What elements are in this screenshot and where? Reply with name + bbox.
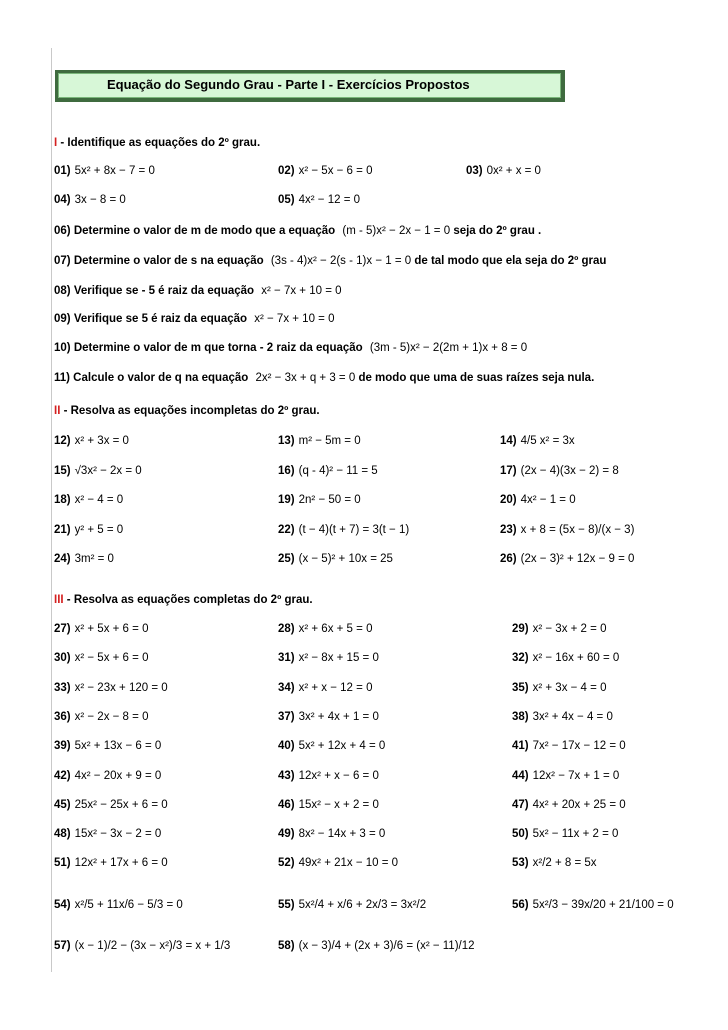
- equation: 5x² − 11x + 2 = 0: [532, 828, 619, 841]
- exercise-item: [278, 682, 372, 694]
- equation: x² + x − 12 = 0: [298, 681, 373, 694]
- exercise-number: 12): [54, 435, 71, 447]
- section-text: - Identifique as equações do 2º grau.: [57, 137, 261, 149]
- exercise-number: 41): [512, 740, 529, 753]
- exercise-item: [54, 828, 161, 840]
- exercise-number: 15): [54, 464, 71, 477]
- equation: x² + 3x − 4 = 0: [532, 681, 607, 694]
- exercise-number: 27): [54, 623, 71, 635]
- equation: x² − 2x − 8 = 0: [74, 710, 149, 723]
- exercise-number: 43): [278, 769, 295, 782]
- exercise-number: 19): [278, 494, 295, 506]
- exercise-item: [512, 770, 619, 782]
- equation: √3x² − 2x = 0: [74, 464, 142, 477]
- equation: (x − 1)/2 − (3x − x²)/3 = x + 1/3: [74, 940, 231, 952]
- exercise-number: 14): [500, 435, 517, 447]
- exercise-number: 17): [500, 464, 517, 477]
- exercise-item: [500, 435, 575, 447]
- exercise-item: [54, 435, 129, 447]
- exercise-number: 38): [512, 710, 529, 723]
- section-text: - Resolva as equações incompletas do 2º grau.: [60, 405, 320, 417]
- exercise-item: [278, 553, 393, 565]
- equation: 2n² − 50 = 0: [298, 494, 361, 506]
- exercise-number: 21): [54, 523, 71, 536]
- exercise-item: [512, 740, 626, 752]
- exercise-number: 29): [512, 623, 529, 635]
- exercise-item: [500, 553, 634, 565]
- exercise-item: 03) 0x² + x = 0: [466, 165, 541, 177]
- exercise-number: 45): [54, 798, 71, 811]
- equation: x² − 3x + 2 = 0: [532, 623, 607, 635]
- exercise-item: 01) 5x² + 8x − 7 = 0: [54, 165, 155, 177]
- exercise-item: [512, 857, 597, 869]
- equation: 15x² − x + 2 = 0: [298, 798, 379, 811]
- exercise-item: [54, 770, 161, 782]
- equation: x² − 4 = 0: [74, 494, 124, 506]
- exercise-number: 57): [54, 940, 71, 952]
- exercise-item: [278, 435, 361, 447]
- equation: 7x² − 17x − 12 = 0: [532, 740, 626, 753]
- exercise-item: [278, 494, 361, 506]
- equation: (2x − 4)(3x − 2) = 8: [520, 464, 619, 477]
- equation: 49x² + 21x − 10 = 0: [298, 857, 399, 870]
- exercise-item: [512, 828, 618, 840]
- exercise-number: 53): [512, 857, 529, 870]
- exercise-item: [278, 623, 372, 635]
- equation: 15x² − 3x − 2 = 0: [74, 828, 162, 841]
- exercise-number: 34): [278, 681, 295, 694]
- exercise-number: 46): [278, 798, 295, 811]
- exercise-item: [54, 799, 168, 811]
- exercise-item: [500, 524, 634, 536]
- equation: y² + 5 = 0: [74, 523, 124, 536]
- exercise-item: [278, 652, 379, 664]
- equation: x²/2 + 8 = 5x: [532, 857, 597, 870]
- equation: x + 8 = (5x − 8)/(x − 3): [520, 523, 635, 536]
- exercise-number: 25): [278, 553, 295, 565]
- exercise-07: 07) Determine o valor de s na equação (3s - 4)x² − 2(s - 1)x − 1 = 0 de tal modo que ela seja do 2º grau: [54, 255, 607, 267]
- exercise-item: [278, 940, 475, 952]
- equation: (2x − 3)² + 12x − 9 = 0: [520, 553, 635, 565]
- exercise-item: [512, 623, 606, 635]
- exercise-number: 31): [278, 652, 295, 665]
- exercise-number: 37): [278, 710, 295, 723]
- exercise-item: [54, 494, 123, 506]
- exercise-item: [54, 857, 168, 869]
- exercise-number: 54): [54, 898, 71, 911]
- exercise-06: 06) Determine o valor de m de modo que a equação (m - 5)x² − 2x − 1 = 0 seja do 2º grau .: [54, 225, 542, 237]
- equation: (x − 5)² + 10x = 25: [298, 553, 393, 565]
- equation: 4x² + 20x + 25 = 0: [532, 798, 626, 811]
- equation: 12x² + x − 6 = 0: [298, 769, 379, 782]
- exercise-item: [512, 711, 613, 723]
- exercise-item: [500, 494, 576, 506]
- exercise-item: [54, 940, 230, 952]
- exercise-number: 50): [512, 828, 529, 841]
- title-box: [55, 70, 565, 102]
- equation: 4/5 x² = 3x: [520, 435, 575, 447]
- exercise-item: [278, 770, 379, 782]
- exercise-number: 30): [54, 652, 71, 665]
- exercise-item: [54, 553, 114, 565]
- exercise-item: [54, 524, 123, 536]
- equation: 5x²/4 + x/6 + 2x/3 = 3x²/2: [298, 898, 427, 911]
- equation: 8x² − 14x + 3 = 0: [298, 828, 386, 841]
- exercise-number: 44): [512, 769, 529, 782]
- exercise-item: [512, 899, 674, 911]
- equation: (t − 4)(t + 7) = 3(t − 1): [298, 523, 410, 536]
- exercise-item: [278, 799, 379, 811]
- equation: 5x² + 12x + 4 = 0: [298, 740, 386, 753]
- equation: 5x² + 13x − 6 = 0: [74, 740, 162, 753]
- section-heading-3: [54, 594, 313, 606]
- exercise-item: [54, 652, 148, 664]
- exercise-item: [278, 740, 385, 752]
- equation: x² − 16x + 60 = 0: [532, 652, 620, 665]
- section-heading-1: [54, 137, 260, 149]
- exercise-item: [278, 465, 378, 477]
- exercise-09: 09) Verifique se 5 é raiz da equação x² − 7x + 10 = 0: [54, 313, 335, 325]
- equation: 3x² + 4x + 1 = 0: [298, 710, 379, 723]
- equation: x²/5 + 11x/6 − 5/3 = 0: [74, 898, 183, 911]
- equation: (q - 4)² − 11 = 5: [298, 464, 378, 477]
- exercise-item: [278, 899, 426, 911]
- exercise-number: 49): [278, 828, 295, 841]
- exercise-number: 22): [278, 523, 295, 536]
- exercise-number: 23): [500, 523, 517, 536]
- equation: 3m² = 0: [74, 553, 114, 565]
- equation: 25x² − 25x + 6 = 0: [74, 798, 168, 811]
- exercise-number: 20): [500, 494, 517, 506]
- equation: m² − 5m = 0: [298, 435, 361, 447]
- exercise-item: [54, 465, 142, 477]
- section-text: - Resolva as equações completas do 2º grau.: [63, 594, 313, 606]
- exercise-item: [54, 899, 183, 911]
- exercise-number: 13): [278, 435, 295, 447]
- exercise-number: 26): [500, 553, 517, 565]
- exercise-number: 39): [54, 740, 71, 753]
- exercise-item: [54, 623, 148, 635]
- exercise-number: 36): [54, 710, 71, 723]
- exercise-number: 48): [54, 828, 71, 841]
- equation: x² + 5x + 6 = 0: [74, 623, 149, 635]
- exercise-11: 11) Calcule o valor de q na equação 2x² − 3x + q + 3 = 0 de modo que uma de suas raízes seja nula.: [54, 372, 595, 384]
- exercise-number: 28): [278, 623, 295, 635]
- exercise-number: 51): [54, 857, 71, 870]
- exercise-item: 04) 3x − 8 = 0: [54, 194, 126, 206]
- exercise-number: 24): [54, 553, 71, 565]
- section-heading-2: [54, 405, 320, 417]
- equation: (x − 3)/4 + (2x + 3)/6 = (x² − 11)/12: [298, 940, 475, 952]
- equation: 4x² − 1 = 0: [520, 494, 576, 506]
- exercise-item: [278, 828, 385, 840]
- exercise-item: [500, 465, 619, 477]
- exercise-number: 58): [278, 940, 295, 952]
- equation: 4x² − 20x + 9 = 0: [74, 769, 162, 782]
- exercise-item: [54, 682, 168, 694]
- exercise-item: [512, 799, 626, 811]
- exercise-item: [278, 711, 379, 723]
- section-roman: III: [54, 594, 64, 606]
- exercise-number: 35): [512, 681, 529, 694]
- exercise-item: 05) 4x² − 12 = 0: [278, 194, 360, 206]
- exercise-item: [54, 740, 161, 752]
- equation: x² − 5x + 6 = 0: [74, 652, 149, 665]
- exercise-item: [512, 682, 606, 694]
- exercise-item: [278, 524, 409, 536]
- equation: x² − 23x + 120 = 0: [74, 681, 168, 694]
- equation: 5x²/3 − 39x/20 + 21/100 = 0: [532, 898, 674, 911]
- equation: 12x² − 7x + 1 = 0: [532, 769, 620, 782]
- exercise-number: 16): [278, 464, 295, 477]
- exercise-item: [54, 711, 148, 723]
- exercise-08: 08) Verifique se - 5 é raiz da equação x² − 7x + 10 = 0: [54, 285, 342, 297]
- exercise-number: 33): [54, 681, 71, 694]
- exercise-item: 02) x² − 5x − 6 = 0: [278, 165, 373, 177]
- equation: x² + 3x = 0: [74, 435, 129, 447]
- exercise-number: 55): [278, 898, 295, 911]
- exercise-number: 52): [278, 857, 295, 870]
- exercise-number: 56): [512, 898, 529, 911]
- exercise-item: [278, 857, 398, 869]
- exercise-number: 40): [278, 740, 295, 753]
- exercise-number: 18): [54, 494, 71, 506]
- section-roman: I: [54, 137, 58, 149]
- section-roman: II: [54, 405, 61, 417]
- exercise-item: [512, 652, 619, 664]
- exercise-number: 47): [512, 798, 529, 811]
- exercise-number: 32): [512, 652, 529, 665]
- page-title: Equação do Segundo Grau - Parte I - Exercícios Propostos: [58, 73, 561, 98]
- margin-line: [51, 48, 52, 972]
- equation: x² − 8x + 15 = 0: [298, 652, 379, 665]
- equation: 3x² + 4x − 4 = 0: [532, 710, 613, 723]
- equation: 12x² + 17x + 6 = 0: [74, 857, 168, 870]
- exercise-10: 10) Determine o valor de m que torna - 2 raiz da equação (3m - 5)x² − 2(2m + 1)x + 8 = 0: [54, 342, 528, 354]
- exercise-number: 42): [54, 769, 71, 782]
- equation: x² + 6x + 5 = 0: [298, 623, 373, 635]
